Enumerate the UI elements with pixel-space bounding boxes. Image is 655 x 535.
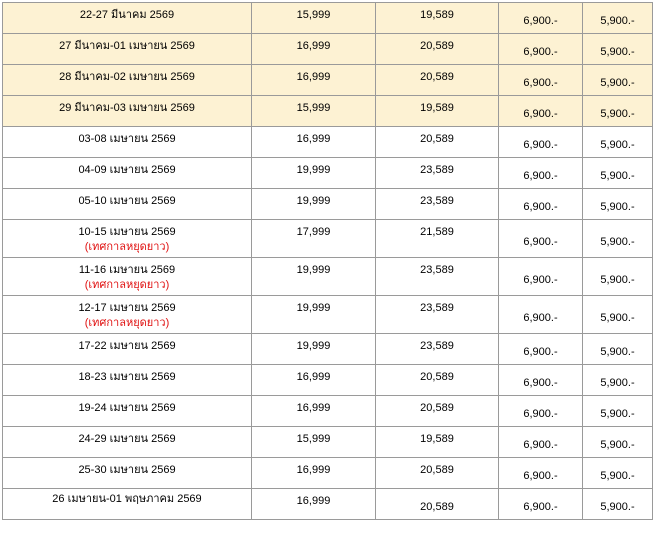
price-value: 6,900.- xyxy=(523,312,558,324)
price-value: 5,900.- xyxy=(600,139,635,151)
price-cell-2 xyxy=(376,65,499,96)
price-cell-4 xyxy=(583,127,653,158)
price-cell-2 xyxy=(376,189,499,220)
price-value: 19,999 xyxy=(296,164,331,176)
price-cell-3 xyxy=(499,158,583,189)
price-cell-3 xyxy=(499,127,583,158)
price-value: 6,900.- xyxy=(523,170,558,182)
price-value: 5,900.- xyxy=(600,377,635,389)
price-value: 6,900.- xyxy=(523,274,558,286)
price-cell-4 xyxy=(583,258,653,296)
date-cell xyxy=(3,127,252,158)
travel-date: 11-16 เมษายน 2569 xyxy=(78,264,176,276)
price-cell-2 xyxy=(376,427,499,458)
price-value: 20,589 xyxy=(420,402,454,414)
price-cell-3 xyxy=(499,258,583,296)
price-value: 19,589 xyxy=(420,433,454,445)
price-value: 6,900.- xyxy=(523,201,558,213)
date-cell xyxy=(3,65,252,96)
date-cell xyxy=(3,220,252,258)
price-value: 5,900.- xyxy=(600,346,635,358)
travel-date: 04-09 เมษายน 2569 xyxy=(78,164,176,176)
date-cell xyxy=(3,3,252,34)
price-value: 19,589 xyxy=(420,9,454,21)
price-value: 15,999 xyxy=(296,9,331,21)
price-value: 6,900.- xyxy=(523,236,558,248)
price-value: 23,589 xyxy=(420,340,454,352)
price-value: 20,589 xyxy=(420,464,454,476)
price-value: 23,589 xyxy=(420,164,454,176)
price-cell-2 xyxy=(376,34,499,65)
price-cell-3 xyxy=(499,489,583,520)
price-cell-3 xyxy=(499,396,583,427)
price-cell-4 xyxy=(583,427,653,458)
price-value: 5,900.- xyxy=(600,15,635,27)
price-cell-4 xyxy=(583,489,653,520)
price-cell-1 xyxy=(252,458,376,489)
date-cell xyxy=(3,34,252,65)
price-cell-2 xyxy=(376,458,499,489)
price-value: 6,900.- xyxy=(523,346,558,358)
price-value: 20,589 xyxy=(420,133,454,145)
price-cell-3 xyxy=(499,427,583,458)
date-cell xyxy=(3,296,252,334)
price-cell-1 xyxy=(252,34,376,65)
price-cell-3 xyxy=(499,296,583,334)
price-cell-1 xyxy=(252,189,376,220)
price-cell-4 xyxy=(583,220,653,258)
price-table xyxy=(2,2,653,520)
price-cell-2 xyxy=(376,96,499,127)
price-value: 5,900.- xyxy=(600,108,635,120)
price-cell-1 xyxy=(252,334,376,365)
price-value: 20,589 xyxy=(420,71,454,83)
price-cell-2 xyxy=(376,296,499,334)
price-cell-2 xyxy=(376,365,499,396)
holiday-note: (เทศกาลหยุดยาว) xyxy=(84,317,170,329)
price-value: 6,900.- xyxy=(523,408,558,420)
price-cell-1 xyxy=(252,127,376,158)
price-cell-3 xyxy=(499,65,583,96)
date-cell xyxy=(3,96,252,127)
price-value: 16,999 xyxy=(296,371,331,383)
price-value: 19,999 xyxy=(296,340,331,352)
price-cell-1 xyxy=(252,96,376,127)
price-value: 15,999 xyxy=(296,433,331,445)
date-cell xyxy=(3,396,252,427)
price-cell-4 xyxy=(583,396,653,427)
price-value: 20,589 xyxy=(420,501,454,513)
price-cell-1 xyxy=(252,3,376,34)
travel-date: 19-24 เมษายน 2569 xyxy=(78,402,176,414)
price-value: 5,900.- xyxy=(600,439,635,451)
price-cell-1 xyxy=(252,365,376,396)
price-value: 16,999 xyxy=(296,464,331,476)
price-value: 6,900.- xyxy=(523,108,558,120)
date-cell xyxy=(3,258,252,296)
price-value: 21,589 xyxy=(420,226,454,238)
table-row xyxy=(3,220,653,258)
price-cell-4 xyxy=(583,34,653,65)
table-row xyxy=(3,489,653,520)
price-cell-1 xyxy=(252,427,376,458)
price-value: 16,999 xyxy=(296,40,331,52)
price-cell-2 xyxy=(376,258,499,296)
price-cell-4 xyxy=(583,3,653,34)
price-value: 6,900.- xyxy=(523,377,558,389)
price-value: 16,999 xyxy=(296,133,331,145)
price-value: 5,900.- xyxy=(600,408,635,420)
price-cell-2 xyxy=(376,220,499,258)
price-value: 19,589 xyxy=(420,102,454,114)
price-cell-2 xyxy=(376,158,499,189)
price-value: 6,900.- xyxy=(523,46,558,58)
date-cell xyxy=(3,458,252,489)
table-row xyxy=(3,34,653,65)
price-cell-3 xyxy=(499,189,583,220)
date-cell xyxy=(3,365,252,396)
price-value: 6,900.- xyxy=(523,439,558,451)
travel-date: 18-23 เมษายน 2569 xyxy=(78,371,176,383)
travel-date: 24-29 เมษายน 2569 xyxy=(78,433,176,445)
table-row xyxy=(3,127,653,158)
price-cell-3 xyxy=(499,365,583,396)
price-value: 5,900.- xyxy=(600,77,635,89)
table-row xyxy=(3,189,653,220)
holiday-note: (เทศกาลหยุดยาว) xyxy=(84,279,170,291)
price-value: 23,589 xyxy=(420,264,454,276)
price-value: 20,589 xyxy=(420,371,454,383)
price-value: 6,900.- xyxy=(523,77,558,89)
price-cell-4 xyxy=(583,189,653,220)
price-value: 5,900.- xyxy=(600,470,635,482)
price-value: 6,900.- xyxy=(523,139,558,151)
price-value: 5,900.- xyxy=(600,46,635,58)
table-row xyxy=(3,334,653,365)
price-cell-4 xyxy=(583,158,653,189)
price-cell-2 xyxy=(376,127,499,158)
price-cell-2 xyxy=(376,489,499,520)
price-cell-1 xyxy=(252,220,376,258)
price-cell-4 xyxy=(583,296,653,334)
table-row xyxy=(3,96,653,127)
table-row xyxy=(3,365,653,396)
price-cell-1 xyxy=(252,396,376,427)
table-row xyxy=(3,427,653,458)
price-value: 19,999 xyxy=(296,264,331,276)
price-value: 16,999 xyxy=(296,495,331,507)
travel-date: 05-10 เมษายน 2569 xyxy=(78,195,176,207)
price-value: 5,900.- xyxy=(600,236,635,248)
price-cell-4 xyxy=(583,65,653,96)
price-value: 6,900.- xyxy=(523,470,558,482)
price-cell-3 xyxy=(499,3,583,34)
price-cell-2 xyxy=(376,3,499,34)
travel-date: 27 มีนาคม-01 เมษายน 2569 xyxy=(59,40,195,52)
price-cell-1 xyxy=(252,258,376,296)
price-value: 16,999 xyxy=(296,402,331,414)
price-cell-4 xyxy=(583,365,653,396)
travel-date: 29 มีนาคม-03 เมษายน 2569 xyxy=(59,102,195,114)
price-cell-4 xyxy=(583,96,653,127)
price-cell-3 xyxy=(499,334,583,365)
price-value: 20,589 xyxy=(420,40,454,52)
travel-date: 03-08 เมษายน 2569 xyxy=(78,133,176,145)
price-cell-2 xyxy=(376,334,499,365)
date-cell xyxy=(3,334,252,365)
price-table-body xyxy=(3,3,653,520)
price-value: 19,999 xyxy=(296,302,331,314)
price-cell-3 xyxy=(499,34,583,65)
price-cell-1 xyxy=(252,65,376,96)
price-value: 5,900.- xyxy=(600,501,635,513)
travel-date: 10-15 เมษายน 2569 xyxy=(78,226,176,238)
price-cell-3 xyxy=(499,458,583,489)
price-value: 5,900.- xyxy=(600,170,635,182)
travel-date: 28 มีนาคม-02 เมษายน 2569 xyxy=(59,71,195,83)
price-value: 15,999 xyxy=(296,102,331,114)
date-cell xyxy=(3,427,252,458)
price-value: 6,900.- xyxy=(523,501,558,513)
date-cell xyxy=(3,189,252,220)
holiday-note: (เทศกาลหยุดยาว) xyxy=(84,241,170,253)
price-cell-1 xyxy=(252,158,376,189)
travel-date: 22-27 มีนาคม 2569 xyxy=(79,9,175,21)
table-row xyxy=(3,258,653,296)
price-value: 5,900.- xyxy=(600,312,635,324)
price-cell-1 xyxy=(252,296,376,334)
price-value: 16,999 xyxy=(296,71,331,83)
price-value: 5,900.- xyxy=(600,274,635,286)
price-cell-2 xyxy=(376,396,499,427)
travel-date: 26 เมษายน-01 พฤษภาคม 2569 xyxy=(52,493,202,505)
table-row xyxy=(3,65,653,96)
travel-date: 12-17 เมษายน 2569 xyxy=(78,302,176,314)
price-value: 17,999 xyxy=(296,226,331,238)
travel-date: 17-22 เมษายน 2569 xyxy=(78,340,176,352)
price-cell-4 xyxy=(583,458,653,489)
table-row xyxy=(3,396,653,427)
price-value: 19,999 xyxy=(296,195,331,207)
price-cell-4 xyxy=(583,334,653,365)
price-value: 23,589 xyxy=(420,195,454,207)
table-row xyxy=(3,296,653,334)
price-cell-1 xyxy=(252,489,376,520)
table-row xyxy=(3,158,653,189)
date-cell xyxy=(3,158,252,189)
price-value: 23,589 xyxy=(420,302,454,314)
table-row xyxy=(3,3,653,34)
price-cell-3 xyxy=(499,220,583,258)
price-value: 5,900.- xyxy=(600,201,635,213)
price-value: 6,900.- xyxy=(523,15,558,27)
travel-date: 25-30 เมษายน 2569 xyxy=(78,464,176,476)
date-cell xyxy=(3,489,252,520)
price-cell-3 xyxy=(499,96,583,127)
table-row xyxy=(3,458,653,489)
